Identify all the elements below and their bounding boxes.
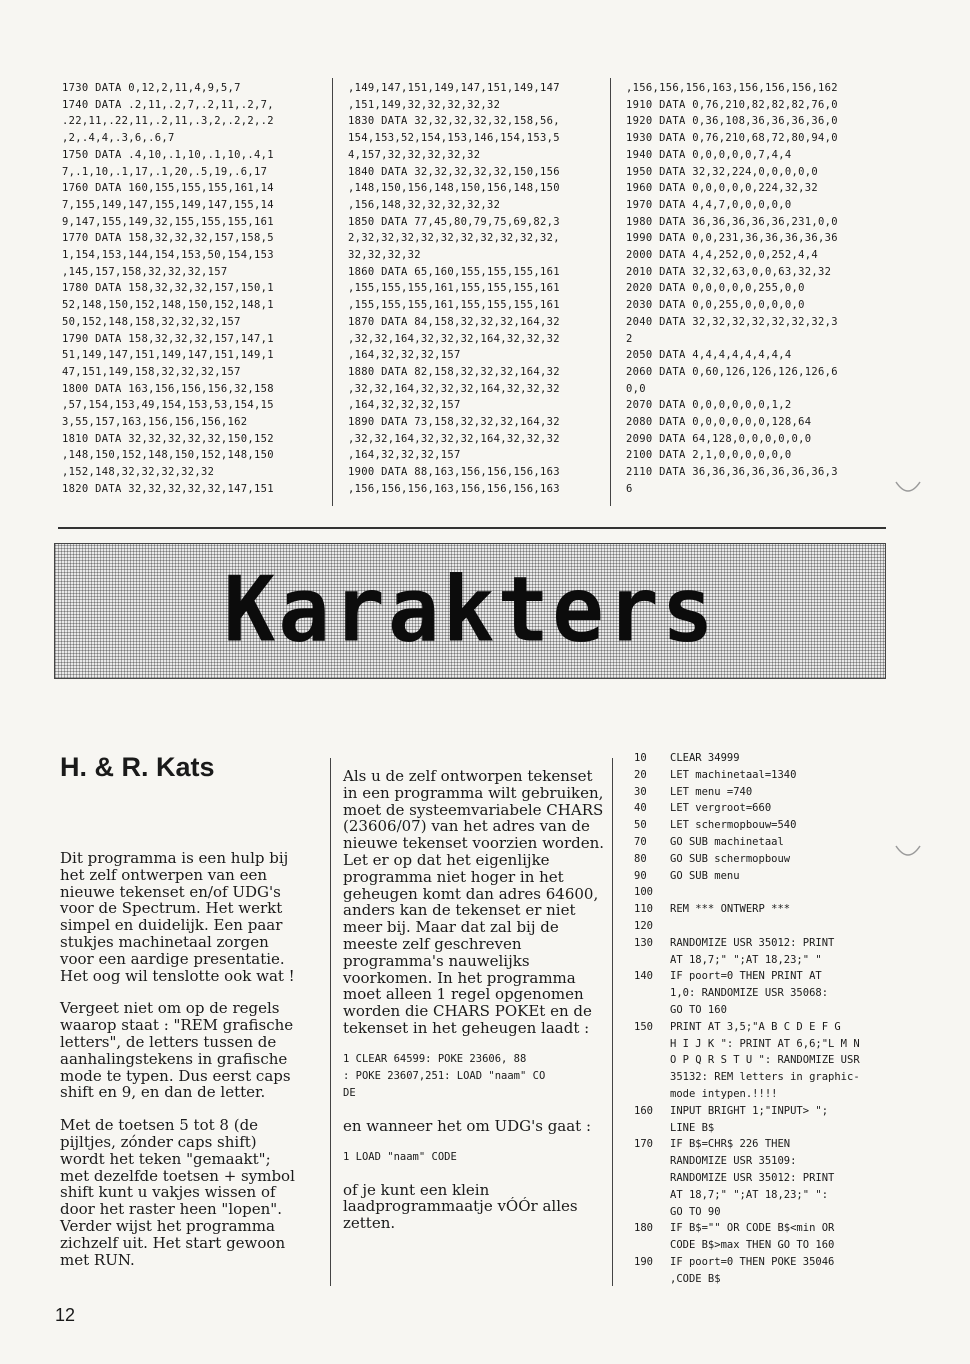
listing-line: 2060 DATA 0,60,126,126,126,126,6 [626, 365, 838, 378]
listing-line: 2030 DATA 0,0,255,0,0,0,0,0 [626, 299, 805, 312]
listing-line: 2040 DATA 32,32,32,32,32,32,32,3 [626, 315, 838, 328]
line-code: LET vergroot=660 [670, 802, 772, 815]
line-number: 150 [634, 1020, 653, 1033]
line-code: ,CODE B$ [670, 1272, 721, 1285]
listing-line: 1770 DATA 158,32,32,32,157,158,5 [62, 232, 274, 245]
listing-line: 9,147,155,149,32,155,155,155,161 [62, 215, 274, 228]
listing-line: ,156,148,32,32,32,32,32 [348, 198, 501, 211]
listing-line: 0,0 [626, 382, 646, 395]
listing-line: 6 [626, 482, 633, 495]
line-code: IF B$=CHR$ 226 THEN [670, 1138, 791, 1151]
line-code: LET schermopbouw=540 [670, 819, 797, 832]
program-line [634, 1052, 884, 1069]
listing-line: 7,155,149,147,155,149,147,155,14 [62, 198, 274, 211]
listing-line: 2 [626, 332, 633, 345]
line-number [634, 1069, 670, 1086]
line-number [634, 1187, 670, 1204]
line-code: AT 18,7;" ";AT 18,23;" " [670, 953, 822, 966]
title-banner [54, 543, 886, 679]
program-line [634, 750, 884, 767]
line-code: GO SUB schermopbouw [670, 852, 791, 865]
listing-line: ,145,157,158,32,32,32,157 [62, 265, 228, 278]
data-listing-column-1 [62, 80, 312, 498]
line-number: 110 [634, 903, 653, 916]
line-code: mode intypen.!!!! [670, 1087, 778, 1100]
program-line [634, 817, 884, 834]
listing-line: 1900 DATA 88,163,156,156,156,163 [348, 466, 560, 479]
paragraph: en wanneer het om UDG's gaat : [343, 1116, 592, 1135]
line-code: IF poort=0 THEN PRINT AT [670, 970, 822, 983]
line-code: GO SUB menu [670, 869, 740, 882]
listing-line: ,152,148,32,32,32,32,32 [62, 466, 215, 479]
listing-line: ,148,150,156,148,150,156,148,150 [348, 182, 560, 195]
line-code: CODE B$>max THEN GO TO 160 [670, 1239, 835, 1252]
listing-line: 1950 DATA 32,32,224,0,0,0,0,0 [626, 165, 819, 178]
line-number: 80 [634, 852, 647, 865]
line-number: 180 [634, 1222, 653, 1235]
line-code: GO SUB machinetaal [670, 835, 784, 848]
listing-line: 7,.1,10,.1,17,.1,20,.5,19,.6,17 [62, 165, 268, 178]
listing-line: 1890 DATA 73,158,32,32,32,164,32 [348, 416, 560, 429]
line-code: PRINT AT 3,5;"A B C D E F G [670, 1020, 841, 1033]
listing-line: ,151,149,32,32,32,32,32 [348, 98, 501, 111]
program-line [634, 868, 884, 885]
data-listing-column-2 [348, 80, 593, 498]
line-code: H I J K ": PRINT AT 6,6;"L M N [670, 1037, 860, 1050]
listing-line: 154,153,52,154,153,146,154,153,5 [348, 132, 560, 145]
listing-line: 52,148,150,152,148,150,152,148,1 [62, 299, 274, 312]
listing-line: 2010 DATA 32,32,63,0,0,63,32,32 [626, 265, 832, 278]
listing-line: 1750 DATA .4,10,.1,10,.1,10,.4,1 [62, 148, 274, 161]
listing-line: 1740 DATA .2,11,.2,7,.2,11,.2,7, [62, 98, 274, 111]
listing-line: 2000 DATA 4,4,252,0,0,252,4,4 [626, 249, 819, 262]
page-number: 12 [55, 1305, 76, 1325]
line-number [634, 1204, 670, 1221]
line-code: RANDOMIZE USR 35109: [670, 1155, 797, 1168]
line-number: 10 [634, 752, 647, 764]
line-code: LINE B$ [670, 1121, 715, 1134]
listing-line: 4,157,32,32,32,32,32 [348, 148, 481, 161]
program-line [634, 968, 884, 985]
listing-line: 1930 DATA 0,76,210,68,72,80,94,0 [626, 132, 838, 145]
listing-line: ,164,32,32,32,157 [348, 399, 461, 412]
listing-line: 1820 DATA 32,32,32,32,32,147,151 [62, 482, 274, 495]
line-code [670, 884, 884, 901]
listing-line: ,57,154,153,49,154,153,53,154,15 [62, 399, 274, 412]
line-number [634, 1237, 670, 1254]
line-number [634, 985, 670, 1002]
listing-line: 1880 DATA 82,158,32,32,32,164,32 [348, 365, 560, 378]
column-divider [332, 78, 333, 506]
program-line [634, 1271, 884, 1288]
paragraph: of je kunt een klein laadprogrammaatje vÓÓr alles zetten. [343, 1180, 578, 1233]
program-line [634, 1220, 884, 1237]
listing-line: ,32,32,164,32,32,32,164,32,32,32 [348, 382, 560, 395]
line-code: REM *** ONTWERP *** [670, 903, 791, 916]
listing-line: ,32,32,164,32,32,32,164,32,32,32 [348, 332, 560, 345]
line-number [634, 1036, 670, 1053]
line-number [634, 1271, 670, 1288]
program-line [634, 1153, 884, 1170]
listing-line: 1850 DATA 77,45,80,79,75,69,82,3 [348, 215, 560, 228]
listing-line: .22,11,.22,11,.2,11,.3,2,.2,2,.2 [62, 115, 274, 128]
listing-line: ,149,147,151,149,147,151,149,147 [348, 82, 560, 94]
listing-line: ,156,156,156,163,156,156,156,162 [626, 82, 838, 94]
listing-line: ,2,.4,4,.3,6,.6,7 [62, 132, 175, 145]
program-line [634, 952, 884, 969]
line-code: IF B$="" OR CODE B$<min OR [670, 1222, 835, 1235]
listing-line: 1920 DATA 0,36,108,36,36,36,36,0 [626, 115, 838, 128]
listing-line: 47,151,149,158,32,32,32,157 [62, 365, 241, 378]
listing-line: 32,32,32,32 [348, 249, 421, 262]
listing-line: ,164,32,32,32,157 [348, 349, 461, 362]
listing-line: 1960 DATA 0,0,0,0,0,224,32,32 [626, 182, 819, 195]
program-line [634, 1002, 884, 1019]
listing-line: 2050 DATA 4,4,4,4,4,4,4,4 [626, 349, 792, 362]
program-line [634, 1187, 884, 1204]
line-code: LET menu =740 [670, 785, 753, 798]
line-number: 90 [634, 869, 647, 882]
listing-line: 3,55,157,163,156,156,156,162 [62, 416, 248, 429]
listing-line: 2070 DATA 0,0,0,0,0,0,1,2 [626, 399, 792, 412]
line-code: RANDOMIZE USR 35012: PRINT [670, 1171, 835, 1184]
basic-program-listing [634, 750, 884, 1288]
line-number: 30 [634, 785, 647, 798]
line-number [634, 1153, 670, 1170]
program-line [634, 1237, 884, 1254]
listing-line: 1990 DATA 0,0,231,36,36,36,36,36 [626, 232, 838, 245]
listing-line: ,32,32,164,32,32,32,164,32,32,32 [348, 432, 560, 445]
listing-line: 1810 DATA 32,32,32,32,32,150,152 [62, 432, 274, 445]
listing-line: 1830 DATA 32,32,32,32,32,158,56, [348, 115, 560, 128]
punch-hole-mark [894, 842, 922, 860]
column-divider [330, 758, 331, 1286]
code-example: 1 LOAD "naam" CODE [343, 1150, 457, 1163]
program-line [634, 985, 884, 1002]
listing-line: 2090 DATA 64,128,0,0,0,0,0,0 [626, 432, 812, 445]
listing-line: 1730 DATA 0,12,2,11,4,9,5,7 [62, 82, 241, 94]
line-code: INPUT BRIGHT 1;"INPUT> "; [670, 1104, 829, 1117]
line-number [634, 1120, 670, 1137]
line-number: 50 [634, 819, 647, 832]
listing-line: 51,149,147,151,149,147,151,149,1 [62, 349, 274, 362]
program-line [634, 784, 884, 801]
listing-line: 1840 DATA 32,32,32,32,32,150,156 [348, 165, 560, 178]
program-line [634, 1136, 884, 1153]
program-line [634, 1086, 884, 1103]
line-code: AT 18,7;" ";AT 18,23;" ": [670, 1188, 829, 1201]
line-number [634, 1052, 670, 1069]
program-line [634, 884, 884, 901]
listing-line: 1790 DATA 158,32,32,32,157,147,1 [62, 332, 274, 345]
line-code: CLEAR 34999 [670, 752, 740, 764]
program-line [634, 1036, 884, 1053]
program-line [634, 851, 884, 868]
article-text-column-2 [343, 768, 605, 1248]
program-line [634, 935, 884, 952]
program-line [634, 767, 884, 784]
listing-line: 2080 DATA 0,0,0,0,0,0,128,64 [626, 416, 812, 429]
listing-line: 2020 DATA 0,0,0,0,0,255,0,0 [626, 282, 805, 295]
program-line [634, 1170, 884, 1187]
program-line [634, 1254, 884, 1271]
author-byline: H. & R. Kats [60, 752, 215, 782]
program-line [634, 1069, 884, 1086]
listing-line: 1800 DATA 163,156,156,156,32,158 [62, 382, 274, 395]
data-listing-column-3 [626, 80, 894, 498]
punch-hole-mark [894, 478, 922, 496]
line-code: GO TO 90 [670, 1205, 721, 1218]
line-number: 120 [634, 919, 653, 932]
paragraph: Dit programma is een hulp bij het zelf ontwerpen van een nieuwe tekenset en/of UDG's voor de Spectrum. Het werkt simpel en duidelijk. Een paar stukjes machinetaal zorgen voor een aardige presentatie. Het oog wil tenslotte ook wat ! [60, 849, 295, 985]
line-code: O P Q R S T U ": RANDOMIZE USR [670, 1054, 860, 1067]
line-number: 130 [634, 936, 653, 949]
program-line [634, 918, 884, 935]
program-line [634, 800, 884, 817]
line-code: LET machinetaal=1340 [670, 768, 797, 781]
listing-line: 1760 DATA 160,155,155,155,161,14 [62, 182, 274, 195]
line-number: 140 [634, 970, 653, 983]
line-number [634, 1170, 670, 1187]
program-line [634, 1019, 884, 1036]
listing-line: 1780 DATA 158,32,32,32,157,150,1 [62, 282, 274, 295]
program-line [634, 1204, 884, 1221]
listing-line: ,148,150,152,148,150,152,148,150 [62, 449, 274, 462]
article-text-column-1 [60, 850, 300, 1284]
listing-line: ,155,155,155,161,155,155,155,161 [348, 282, 560, 295]
line-number: 170 [634, 1138, 653, 1151]
listing-line: 2100 DATA 2,1,0,0,0,0,0,0 [626, 449, 792, 462]
listing-line: 1,154,153,144,154,153,50,154,153 [62, 249, 274, 262]
line-number: 190 [634, 1255, 653, 1268]
program-line [634, 901, 884, 918]
listing-line: 1910 DATA 0,76,210,82,82,82,76,0 [626, 98, 838, 111]
line-number: 70 [634, 835, 647, 848]
line-number [634, 1086, 670, 1103]
paragraph: Als u de zelf ontworpen tekenset in een programma wilt gebruiken, moet de systeemvariabele CHARS (23606/07) van het adres van de nieuwe tekenset voorzien worden. Let er op dat het eigenlijke programma niet hoger in het geheugen komt dan adres 64600, anders kan de tekenset er niet meer bij. Maar dat zal bij de meeste zelf geschreven programma's nauwelijks voorkomen. In het programma moet alleen 1 regel opgenomen worden die CHARS POKEt en de tekenset in het geheugen laadt : [343, 767, 605, 1037]
listing-line: ,156,156,156,163,156,156,156,163 [348, 482, 560, 495]
line-number: 160 [634, 1104, 653, 1117]
listing-line: ,155,155,155,161,155,155,155,161 [348, 299, 560, 312]
section-rule [58, 527, 886, 529]
line-code: GO TO 160 [670, 1003, 727, 1016]
listing-line: 1970 DATA 4,4,7,0,0,0,0,0 [626, 198, 792, 211]
listing-line: 1940 DATA 0,0,0,0,0,7,4,4 [626, 148, 792, 161]
listing-line: 1980 DATA 36,36,36,36,36,231,0,0 [626, 215, 838, 228]
line-code: RANDOMIZE USR 35012: PRINT [670, 936, 835, 949]
listing-line: 1870 DATA 84,158,32,32,32,164,32 [348, 315, 560, 328]
line-number [634, 1002, 670, 1019]
program-line [634, 1103, 884, 1120]
listing-line: ,164,32,32,32,157 [348, 449, 461, 462]
line-number: 100 [634, 886, 653, 899]
line-number [634, 952, 670, 969]
listing-line: 50,152,148,158,32,32,32,157 [62, 315, 241, 328]
line-code: 35132: REM letters in graphic- [670, 1071, 860, 1084]
line-code: IF poort=0 THEN POKE 35046 [670, 1255, 835, 1268]
column-divider [612, 758, 613, 1286]
line-number: 40 [634, 802, 647, 815]
line-code: 1,0: RANDOMIZE USR 35068: [670, 987, 829, 1000]
column-divider [610, 78, 611, 506]
program-line [634, 834, 884, 851]
listing-line: 1860 DATA 65,160,155,155,155,161 [348, 265, 560, 278]
line-code [670, 918, 884, 935]
code-example: 1 CLEAR 64599: POKE 23606, 88 : POKE 23607,251: LOAD "naam" CO DE [343, 1052, 546, 1099]
line-number: 20 [634, 768, 647, 781]
listing-line: 2110 DATA 36,36,36,36,36,36,36,3 [626, 466, 838, 479]
article-title: Karakters [223, 557, 717, 663]
listing-line: 2,32,32,32,32,32,32,32,32,32,32, [348, 232, 560, 245]
program-line [634, 1120, 884, 1137]
paragraph: Vergeet niet om op de regels waarop staat : "REM grafische letters", de letters tussen de aanhalingstekens in grafische mode te typen. Dus eerst caps shift en 9, en dan de letter. [60, 999, 294, 1102]
paragraph: Met de toetsen 5 tot 8 (de pijltjes, zónder caps shift) wordt het teken "gemaakt"; met dezelfde toetsen + symbol shift kunt u vakjes wissen of door het raster heen "lopen". Verder wijst het programma zichzelf uit. Het start gewoon met RUN. [60, 1116, 295, 1269]
